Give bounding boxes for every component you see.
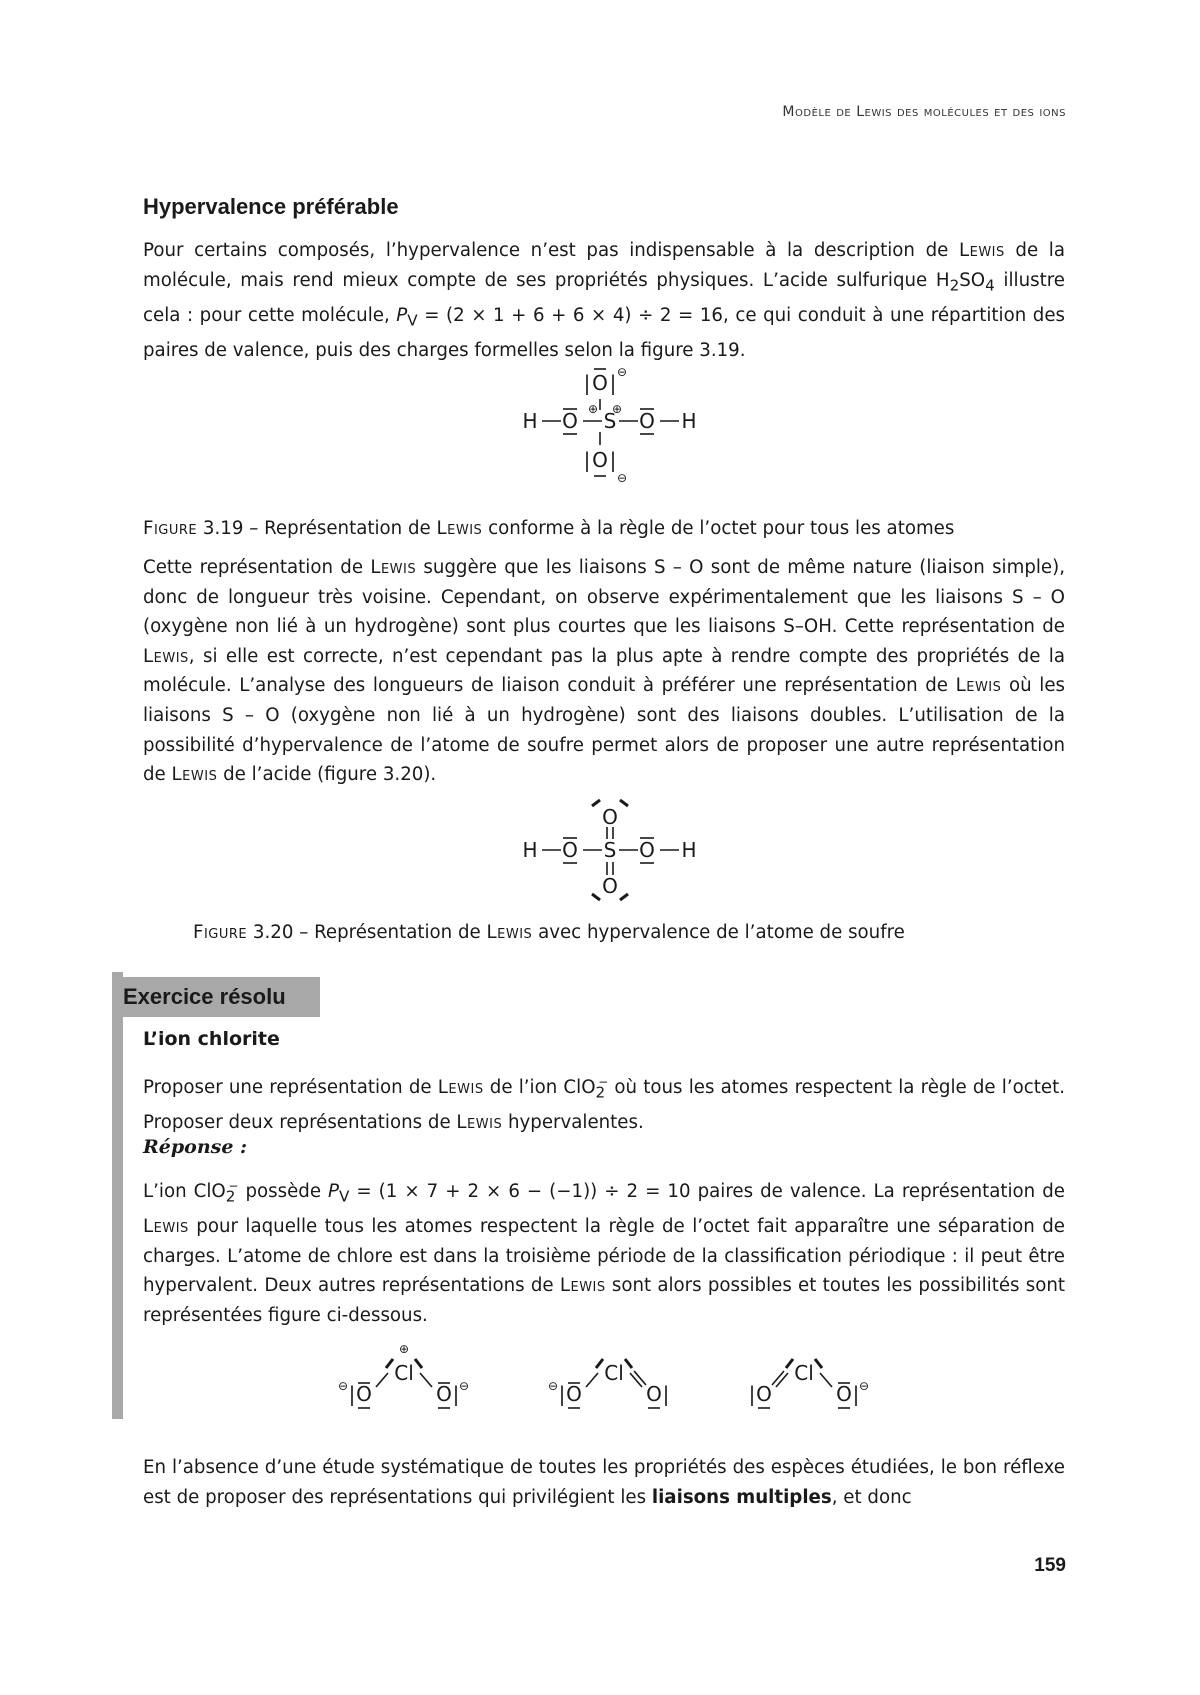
- atom-o-bottom: O: [592, 448, 608, 472]
- paragraph-intro: Pour certains composés, l’hypervalence n’est pas indispensable à la description de Lewis de la molécule, mais rend mieux compte de ses propriétés physiques. L’acide sulfurique $H_2SO_4$ illustre cela : pour cette molécule, $P_V = (2 \times 1 + 6 + 6 \times 4) \div 2 = 16$, ce qui conduit à une répartition des paires de valence, puis des charges formelles selon la figure 3.19.: [143, 240, 1066, 362]
- exercise-tab: Exercice résolu: [112, 977, 320, 1017]
- atom-o-right: O: [646, 1382, 662, 1406]
- running-head: Modèle de Lewis des molécules et des ions: [782, 104, 1066, 120]
- atom-s: S: [603, 838, 617, 862]
- atom-h-right: H: [681, 838, 697, 862]
- atom-o-bottom: O: [602, 874, 618, 898]
- atom-o-top: O: [592, 371, 608, 395]
- atom-o-right: O: [436, 1382, 452, 1406]
- chlorite-structure-hypervalent-2: [740, 1335, 880, 1415]
- atom-cl: Cl: [394, 1361, 414, 1385]
- lone-pair-bar: |: [609, 371, 617, 395]
- atom-o-top: O: [602, 805, 618, 829]
- lone-pair-bar: |: [609, 448, 617, 472]
- atom-h-left: H: [522, 838, 538, 862]
- atom-o-left: O: [756, 1382, 772, 1406]
- figure-3-20-structure: [510, 796, 710, 906]
- lone-pair-bar: |: [583, 448, 591, 472]
- atom-o-right: O: [639, 838, 655, 862]
- charge-plus: ⊕: [611, 402, 623, 416]
- atom-h-right: H: [681, 409, 697, 433]
- charge-minus: ⊖: [616, 471, 628, 485]
- lone-pair-bar: |: [852, 1382, 860, 1406]
- exercise-sidebar: [112, 972, 123, 1419]
- charge-minus: ⊖: [458, 1379, 470, 1393]
- charge-minus: ⊖: [337, 1379, 349, 1393]
- atom-o-left: O: [562, 838, 578, 862]
- exercise-answer-label: Réponse :: [143, 1136, 248, 1158]
- atom-o-left: O: [566, 1382, 582, 1406]
- figure-3-19-structure: [510, 362, 710, 487]
- exercise-question: Proposer une représentation de Lewis de l’ion ClO$_2$− où tous les atomes respectent la règle de l’octet. Proposer deux représentations de Lewis hypervalentes.: [143, 1075, 1065, 1134]
- atom-cl: Cl: [794, 1361, 814, 1385]
- exercise-heading: L’ion chlorite: [143, 1028, 280, 1050]
- atom-cl: Cl: [604, 1361, 624, 1385]
- lone-pair-bar: |: [452, 1382, 460, 1406]
- charge-minus: ⊖: [547, 1379, 559, 1393]
- exercise-answer: L’ion ClO$_2$− possède $P_V = (1 \times 7 + 2 \times 6 - (-1)) \div 2 = 10$ paires de valence. La représentation de Lewis pour laquelle tous les atomes respectent la règle de l’octet fait apparaître une séparation de charges. L’atome de chlore est dans la troisième période de la classification périodique : il peut être hypervalent. Deux autres représentations de Lewis sont alors possibles et toutes les possibilités sont représentées figure ci-dessous.: [143, 1179, 1065, 1327]
- charge-minus: ⊖: [858, 1379, 870, 1393]
- figure-3-19-caption: Figure 3.19 – Représentation de Lewis conforme à la règle de l’octet pour tous les atomes: [143, 518, 955, 539]
- page-number: 159: [1034, 1555, 1066, 1576]
- figure-3-20-caption: Figure 3.20 – Représentation de Lewis avec hypervalence de l’atome de soufre: [193, 922, 905, 943]
- charge-plus: ⊕: [398, 1342, 410, 1356]
- lone-pair-bar: |: [583, 371, 591, 395]
- chlorite-structure-octet: [337, 1335, 480, 1415]
- charge-plus: ⊕: [587, 402, 599, 416]
- section-title: Hypervalence préférable: [143, 194, 399, 219]
- atom-o-right: O: [639, 409, 655, 433]
- paragraph-conclusion: En l’absence d’une étude systématique de toutes les propriétés des espèces étudiées, le bon réflexe est de proposer des représentations qui privilégient les liaisons multiples, et donc: [143, 1457, 1065, 1508]
- atom-h-left: H: [522, 409, 538, 433]
- atom-o-left: O: [356, 1382, 372, 1406]
- lone-pair-bar: |: [558, 1382, 566, 1406]
- lone-pair-bar: |: [748, 1382, 756, 1406]
- lone-pair-bar: |: [662, 1382, 670, 1406]
- atom-o-right: O: [836, 1382, 852, 1406]
- lone-pair-bar: |: [348, 1382, 356, 1406]
- atom-s: S: [603, 409, 617, 433]
- atom-o-left: O: [562, 409, 578, 433]
- chlorite-structure-hypervalent-1: [547, 1335, 680, 1415]
- charge-minus: ⊖: [616, 365, 628, 379]
- paragraph-explanation: Cette représentation de Lewis suggère que les liaisons S – O sont de même nature (liaison simple), donc de longueur très voisine. Cependant, on observe expérimentalement que les liaisons S – O (oxygène non lié à un hydrogène) sont plus courtes que les liaisons S–OH. Cette représentation de Lewis, si elle est correcte, n’est cependant pas la plus apte à rendre compte des propriétés de la molécule. L’analyse des longueurs de liaison conduit à préférer une représentation de Lewis où les liaisons S – O (oxygène non lié à un hydrogène) sont des liaisons doubles. L’utilisation de la possibilité d’hypervalence de l’atome de soufre permet alors de proposer une autre représentation de Lewis de l’acide (figure 3.20).: [143, 557, 1066, 786]
